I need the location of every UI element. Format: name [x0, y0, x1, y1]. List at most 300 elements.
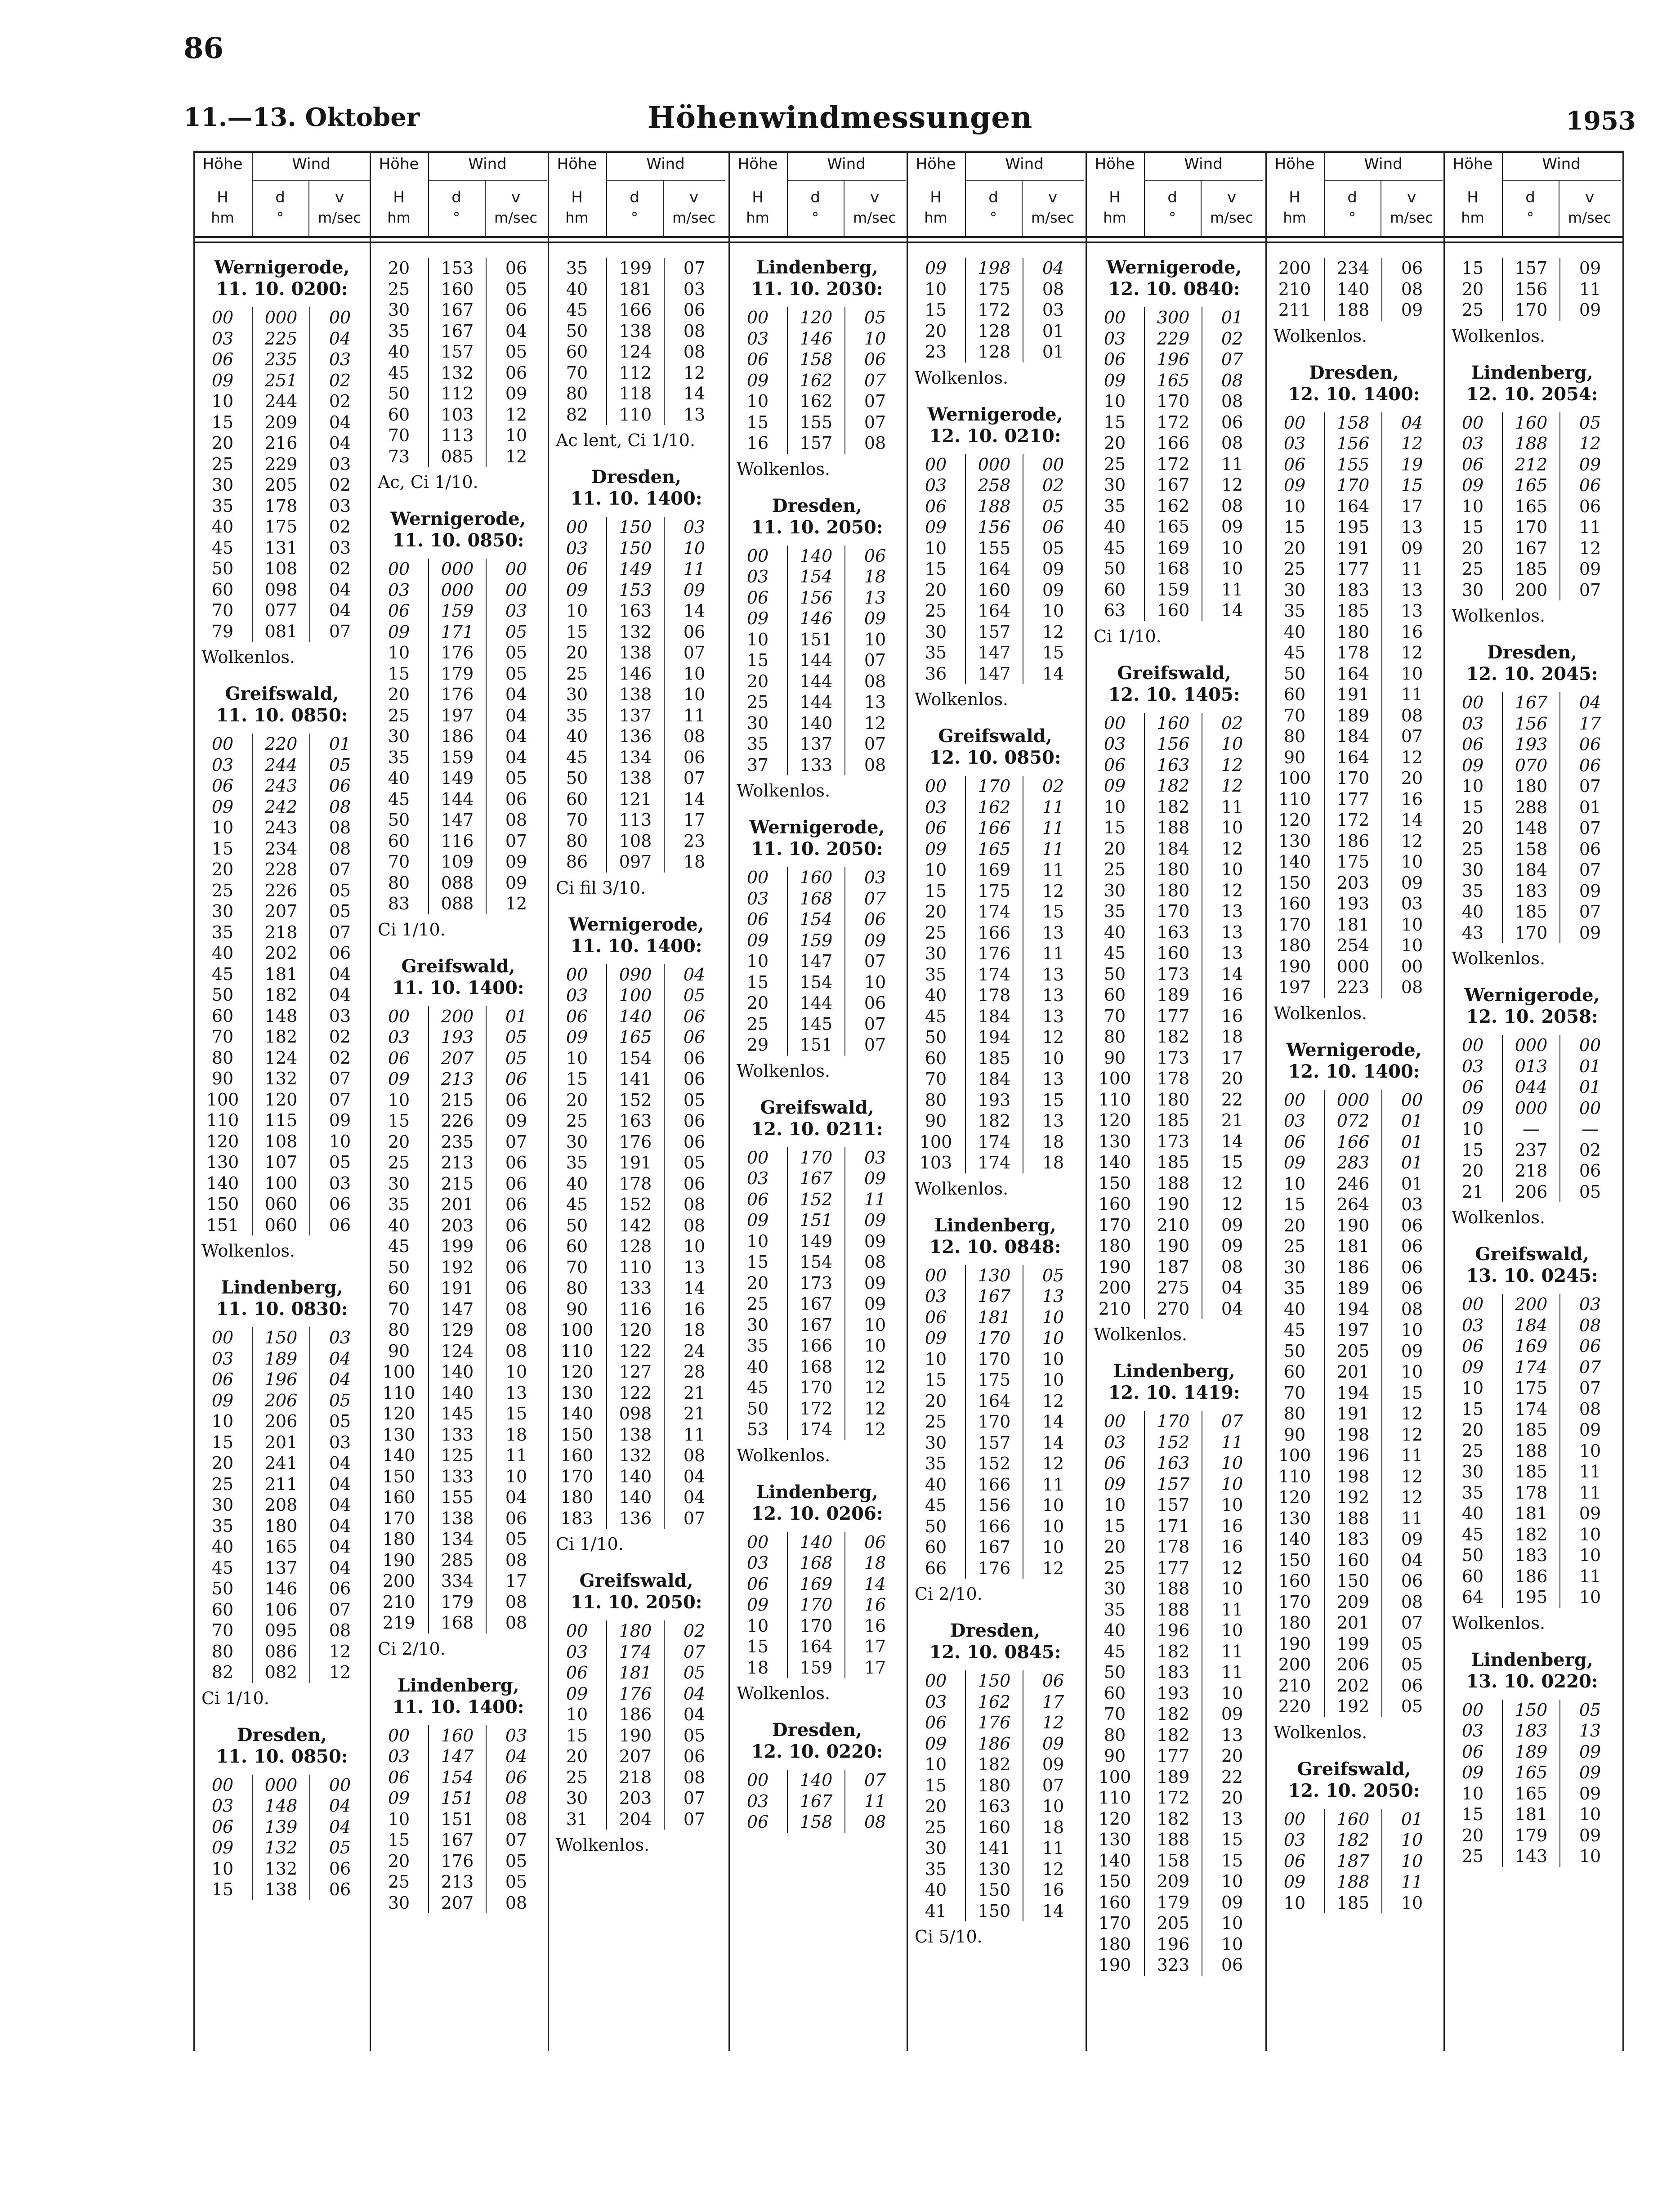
speed-cell: 06 [329, 1215, 351, 1235]
direction-cell: 179 [1144, 1892, 1202, 1913]
speed-cell: 01 [329, 734, 351, 754]
table-row [907, 600, 1084, 622]
height-cell: 09 [566, 1027, 588, 1047]
speed-cell: 08 [329, 818, 351, 837]
direction-cell: 188 [1324, 1508, 1382, 1529]
speed-cell: 06 [683, 1006, 706, 1026]
height-cell: 50 [211, 1579, 234, 1598]
header-divider [428, 180, 547, 181]
speed-cell: 08 [864, 671, 886, 691]
station-block [728, 1719, 906, 1833]
speed-cell: 18 [864, 567, 886, 586]
table-row [1086, 1536, 1263, 1557]
height-cell: 03 [1283, 1111, 1306, 1131]
speed-cell: 08 [1579, 1315, 1601, 1335]
station-time: 11. 10. 2030: [751, 278, 883, 300]
table-row [1265, 1871, 1443, 1893]
direction-cell: 165 [1502, 475, 1560, 496]
direction-cell: 146 [252, 1578, 310, 1599]
speed-cell: 00 [1401, 956, 1423, 976]
table-row [907, 881, 1084, 902]
direction-cell: 132 [606, 622, 665, 643]
height-cell: 66 [925, 1558, 947, 1578]
table-row [548, 363, 725, 384]
station-time: 12. 10. 1400: [1288, 383, 1420, 405]
direction-cell: 162 [965, 1692, 1023, 1713]
speed-cell: 05 [505, 663, 527, 684]
speed-cell: 13 [1042, 1069, 1064, 1089]
header-H: H [1109, 188, 1121, 206]
table-row [370, 1361, 547, 1383]
direction-cell: 171 [428, 622, 487, 643]
height-cell: 35 [1104, 901, 1126, 921]
station-block [907, 1620, 1084, 1947]
table-row [193, 1411, 371, 1432]
measurement-rows [1086, 713, 1263, 1320]
speed-cell: 06 [864, 349, 886, 369]
station-block [193, 1277, 371, 1709]
height-cell: 90 [388, 1341, 410, 1361]
speed-cell: 04 [329, 328, 351, 349]
direction-cell: 193 [1144, 1683, 1202, 1704]
table-row [1443, 580, 1621, 601]
speed-cell: 14 [1042, 1901, 1064, 1921]
direction-cell: 193 [965, 1090, 1023, 1111]
height-cell: 70 [211, 1620, 234, 1640]
height-cell: 150 [1278, 1550, 1311, 1570]
direction-cell: 183 [1324, 580, 1382, 601]
height-cell: 10 [211, 391, 234, 411]
table-row [193, 558, 371, 579]
speed-cell: 05 [864, 308, 886, 327]
table-row [907, 622, 1084, 643]
speed-cell: 07 [505, 1132, 527, 1152]
height-cell: 20 [925, 321, 947, 341]
measurement-rows [907, 1265, 1084, 1579]
table-row [1443, 692, 1621, 713]
speed-cell: 14 [1401, 810, 1423, 830]
direction-cell: 144 [428, 789, 487, 810]
height-cell: 35 [211, 922, 234, 942]
direction-cell: 226 [428, 1110, 487, 1132]
height-cell: 25 [1461, 300, 1484, 320]
table-row [1265, 622, 1443, 643]
speed-cell: 04 [505, 705, 527, 725]
height-cell: 00 [566, 964, 588, 985]
speed-cell: 11 [1579, 1462, 1601, 1481]
header-divider [1502, 180, 1621, 181]
direction-cell: 150 [965, 1880, 1023, 1901]
height-cell: 170 [1098, 1913, 1131, 1933]
direction-cell: 151 [428, 1788, 487, 1809]
station-note: Ci 2/10. [378, 1638, 446, 1659]
height-cell: 150 [1098, 1173, 1131, 1193]
direction-cell: 170 [1324, 475, 1382, 496]
year: 1953 [1566, 106, 1636, 136]
direction-cell: 170 [1502, 517, 1560, 538]
height-cell: 09 [1104, 370, 1126, 390]
speed-cell: 01 [1579, 1056, 1601, 1076]
speed-cell: 10 [1579, 1524, 1601, 1544]
direction-cell: 170 [787, 1147, 845, 1168]
station-note: Wolkenlos. [1452, 606, 1546, 626]
direction-cell: 172 [1324, 810, 1382, 831]
height-cell: 160 [382, 1487, 416, 1507]
table-row [728, 1657, 906, 1678]
header-d: d [810, 188, 820, 206]
direction-cell: 128 [606, 1236, 665, 1257]
direction-cell: 160 [1324, 1809, 1382, 1830]
height-cell: 03 [746, 1168, 769, 1188]
speed-cell: 11 [1221, 1599, 1243, 1620]
station-note: Wolkenlos. [1452, 1613, 1546, 1633]
height-cell: 45 [566, 300, 588, 320]
table-row [1086, 1432, 1263, 1453]
table-row [728, 867, 906, 888]
direction-cell: 181 [1324, 1236, 1382, 1257]
table-row [1086, 1215, 1263, 1236]
station-note: Ci 2/10. [915, 1584, 983, 1604]
direction-cell: 132 [428, 363, 487, 384]
height-cell: 25 [211, 454, 234, 474]
speed-cell: 07 [683, 1508, 706, 1528]
station-name: Wernigerode, [749, 817, 885, 838]
speed-cell: 03 [329, 1173, 351, 1193]
table-row [1086, 964, 1263, 985]
header-hoehe: Höhe [737, 155, 778, 173]
speed-cell: 01 [1401, 1809, 1423, 1829]
measurement-rows [370, 258, 547, 467]
table-row [907, 1712, 1084, 1733]
direction-cell: 138 [606, 684, 665, 705]
direction-cell: 170 [965, 1328, 1023, 1349]
speed-cell: 09 [1579, 1504, 1601, 1523]
direction-cell: 168 [1144, 558, 1202, 579]
height-cell: 00 [1104, 713, 1126, 733]
station-time: 11. 10. 2050: [570, 1592, 702, 1613]
table-row [1086, 1173, 1263, 1194]
table-row [1443, 1140, 1621, 1161]
table-row [370, 600, 547, 622]
measurement-rows [728, 307, 906, 454]
header-H: H [752, 188, 764, 206]
measurement-rows [548, 517, 725, 873]
height-cell: 21 [1461, 1182, 1484, 1202]
table-row [1443, 818, 1621, 839]
table-row [907, 1901, 1084, 1922]
direction-cell: 000 [1324, 1090, 1382, 1111]
speed-cell: 06 [683, 1132, 706, 1152]
direction-cell: 193 [1502, 734, 1560, 755]
direction-cell: 140 [787, 713, 845, 734]
table-row [193, 1662, 371, 1683]
height-cell: 180 [560, 1487, 594, 1507]
table-row [728, 546, 906, 567]
height-cell: 60 [211, 579, 234, 600]
height-cell: 10 [925, 860, 947, 880]
height-cell: 50 [388, 384, 410, 403]
table-row [1265, 1257, 1443, 1278]
height-cell: 03 [925, 797, 947, 817]
speed-cell: 15 [1042, 1090, 1064, 1110]
station-block [1265, 1759, 1443, 1914]
speed-cell: 03 [329, 349, 351, 369]
station-name: Lindenberg, [1471, 362, 1593, 383]
table-row [1265, 433, 1443, 454]
table-row [370, 1893, 547, 1914]
station-time: 12. 10. 0848: [929, 1236, 1061, 1258]
direction-cell: 156 [965, 517, 1023, 538]
height-cell: 130 [1278, 831, 1311, 851]
header-wind: Wind [646, 155, 685, 173]
direction-cell: 108 [252, 558, 310, 579]
height-cell: 25 [211, 880, 234, 900]
table-row [728, 566, 906, 587]
direction-cell: 176 [965, 943, 1023, 964]
table-row [193, 1516, 371, 1537]
station-time: 12. 10. 0840: [1108, 278, 1240, 300]
direction-cell: 176 [428, 684, 487, 705]
height-cell: 00 [388, 1006, 410, 1026]
table-row [193, 1327, 371, 1348]
height-cell: 120 [1278, 810, 1311, 830]
table-row [1086, 859, 1263, 880]
table-row [728, 1616, 906, 1637]
table-row [548, 1257, 725, 1278]
direction-cell: 235 [252, 349, 310, 370]
height-cell: 170 [1098, 1215, 1131, 1235]
speed-cell: 17 [1042, 1692, 1064, 1712]
table-row [1086, 1955, 1263, 1976]
speed-cell: 10 [1401, 1851, 1423, 1871]
speed-cell: 06 [505, 363, 527, 383]
speed-cell: 03 [329, 537, 351, 558]
table-row [1443, 496, 1621, 517]
speed-cell: 09 [1221, 1892, 1243, 1912]
table-row [907, 943, 1084, 964]
table-row [907, 964, 1084, 985]
table-row [907, 776, 1084, 797]
station-name: Dresden, [1487, 642, 1577, 663]
speed-cell: 06 [683, 1048, 706, 1068]
height-cell: 183 [560, 1508, 594, 1528]
direction-cell: 013 [1502, 1056, 1560, 1077]
table-row [193, 1089, 371, 1110]
speed-cell: 04 [505, 1746, 527, 1766]
speed-cell: 04 [505, 321, 527, 341]
measurement-rows [728, 1770, 906, 1833]
direction-cell: 143 [1502, 1846, 1560, 1867]
speed-cell: 06 [683, 1746, 706, 1766]
speed-cell: 11 [1221, 797, 1243, 817]
speed-cell: 05 [1579, 1182, 1601, 1202]
height-cell: 16 [746, 433, 769, 453]
height-cell: 06 [1104, 755, 1126, 775]
speed-cell: 10 [683, 663, 706, 684]
direction-cell: 157 [1144, 1495, 1202, 1516]
height-cell: 03 [211, 1796, 234, 1816]
direction-cell: 157 [1502, 258, 1560, 279]
height-cell: 50 [1283, 663, 1306, 684]
height-cell: 10 [746, 1616, 769, 1636]
height-cell: 40 [388, 342, 410, 362]
direction-cell: 128 [965, 321, 1023, 342]
height-cell: 63 [1104, 600, 1126, 620]
height-cell: 60 [1283, 1362, 1306, 1382]
speed-cell: 09 [864, 930, 886, 950]
speed-cell: 08 [683, 1446, 706, 1465]
speed-cell: 10 [1579, 1441, 1601, 1461]
height-cell: 03 [211, 328, 234, 349]
height-cell: 37 [746, 755, 769, 775]
speed-cell: 14 [683, 1278, 706, 1298]
speed-cell: 10 [505, 1466, 527, 1486]
direction-cell: 157 [965, 622, 1023, 643]
direction-cell: 132 [252, 1837, 310, 1858]
header-divider [1502, 151, 1503, 236]
speed-cell: 09 [1401, 873, 1423, 893]
height-cell: 40 [1461, 1504, 1484, 1523]
direction-cell: 120 [252, 1089, 310, 1110]
height-cell: 160 [1098, 1892, 1131, 1912]
speed-cell: 05 [683, 985, 706, 1005]
height-cell: 20 [1104, 433, 1126, 453]
height-cell: 40 [925, 1880, 947, 1900]
direction-cell: 127 [606, 1361, 665, 1383]
table-row [193, 1536, 371, 1557]
direction-cell: 189 [1144, 985, 1202, 1006]
speed-cell: 21 [683, 1383, 706, 1403]
height-cell: 06 [746, 587, 769, 608]
speed-cell: 07 [1579, 902, 1601, 922]
speed-cell: 02 [1579, 1140, 1601, 1160]
table-row [728, 328, 906, 349]
header-deg: ° [990, 209, 997, 226]
speed-cell: 06 [505, 1257, 527, 1277]
height-cell: 35 [925, 964, 947, 985]
speed-cell: 10 [864, 328, 886, 349]
height-cell: 100 [919, 1132, 952, 1152]
speed-cell: — [1582, 1119, 1599, 1139]
table-row [728, 1210, 906, 1231]
height-cell: 10 [1283, 1173, 1306, 1194]
height-cell: 09 [566, 1683, 588, 1704]
height-cell: 18 [746, 1657, 769, 1678]
height-cell: 25 [1104, 1557, 1126, 1578]
height-cell: 45 [925, 1495, 947, 1515]
speed-cell: 10 [505, 425, 527, 445]
station-name: Dresden, [237, 1724, 327, 1745]
speed-cell: 06 [1579, 755, 1601, 775]
table-row [370, 851, 547, 873]
station-name: Lindenberg, [221, 1277, 343, 1298]
table-row [1265, 600, 1443, 622]
direction-cell: 060 [252, 1194, 310, 1215]
direction-cell: 182 [965, 1110, 1023, 1132]
table-row [1443, 1741, 1621, 1763]
table-row [1086, 1495, 1263, 1516]
table-row [193, 1557, 371, 1579]
height-cell: 200 [1278, 1655, 1311, 1674]
height-cell: 35 [1104, 496, 1126, 516]
direction-cell: 149 [428, 768, 487, 789]
height-cell: 25 [211, 1474, 234, 1494]
height-cell: 45 [746, 1378, 769, 1397]
speed-cell: 05 [329, 1411, 351, 1431]
table-row [728, 1034, 906, 1056]
table-row [1086, 1110, 1263, 1131]
speed-cell: 09 [1579, 1763, 1601, 1782]
table-row [1443, 1545, 1621, 1566]
direction-cell: 178 [1144, 1536, 1202, 1557]
table-row [548, 1278, 725, 1299]
height-cell: 25 [388, 1153, 410, 1173]
table-row [370, 1090, 547, 1111]
speed-cell: 01 [1042, 342, 1064, 362]
direction-cell: 213 [428, 1152, 487, 1173]
table-row [1265, 1487, 1443, 1508]
height-cell: 03 [211, 755, 234, 775]
height-cell: 140 [206, 1173, 239, 1193]
direction-cell: 166 [787, 1335, 845, 1356]
height-cell: 103 [919, 1153, 952, 1173]
header-v: v [1048, 188, 1058, 206]
direction-cell: 138 [606, 1424, 665, 1446]
direction-cell: 160 [428, 279, 487, 300]
speed-cell: 04 [329, 1516, 351, 1536]
header-H: H [217, 188, 228, 206]
direction-cell: 088 [428, 893, 487, 914]
direction-cell: 072 [1324, 1110, 1382, 1132]
direction-cell: 154 [787, 566, 845, 587]
height-cell: 110 [1098, 1788, 1131, 1808]
speed-cell: 06 [683, 1173, 706, 1194]
table-row [907, 922, 1084, 944]
height-cell: 09 [1104, 1474, 1126, 1494]
table-row [548, 1445, 725, 1466]
height-cell: 130 [1098, 1131, 1131, 1151]
direction-cell: 184 [1502, 1315, 1560, 1336]
table-row [907, 1391, 1084, 1412]
speed-cell: 04 [683, 1487, 706, 1507]
speed-cell: 14 [683, 601, 706, 621]
direction-cell: 199 [1324, 1634, 1382, 1655]
direction-cell: 193 [428, 1027, 487, 1048]
speed-cell: 14 [1042, 1432, 1064, 1453]
table-row [1265, 1278, 1443, 1299]
header-hoehe: Höhe [1274, 155, 1315, 173]
speed-cell: 07 [1579, 860, 1601, 880]
direction-cell: 189 [1324, 705, 1382, 726]
height-cell: 03 [746, 1791, 769, 1811]
direction-cell: 146 [787, 608, 845, 629]
height-cell: 06 [1283, 1851, 1306, 1871]
height-cell: 70 [388, 1299, 410, 1319]
speed-cell: 10 [1401, 1830, 1423, 1850]
direction-cell: 159 [1144, 579, 1202, 600]
speed-cell: 08 [1221, 1257, 1243, 1277]
height-cell: 120 [560, 1362, 594, 1382]
table-row [548, 726, 725, 747]
height-cell: 30 [925, 944, 947, 963]
speed-cell: 10 [1221, 1579, 1243, 1598]
table-row [548, 600, 725, 622]
direction-cell: 168 [787, 888, 845, 909]
table-row [907, 1859, 1084, 1880]
height-cell: 150 [1098, 1871, 1131, 1891]
station-note: Ac, Ci 1/10. [378, 472, 478, 492]
speed-cell: 04 [683, 1705, 706, 1724]
